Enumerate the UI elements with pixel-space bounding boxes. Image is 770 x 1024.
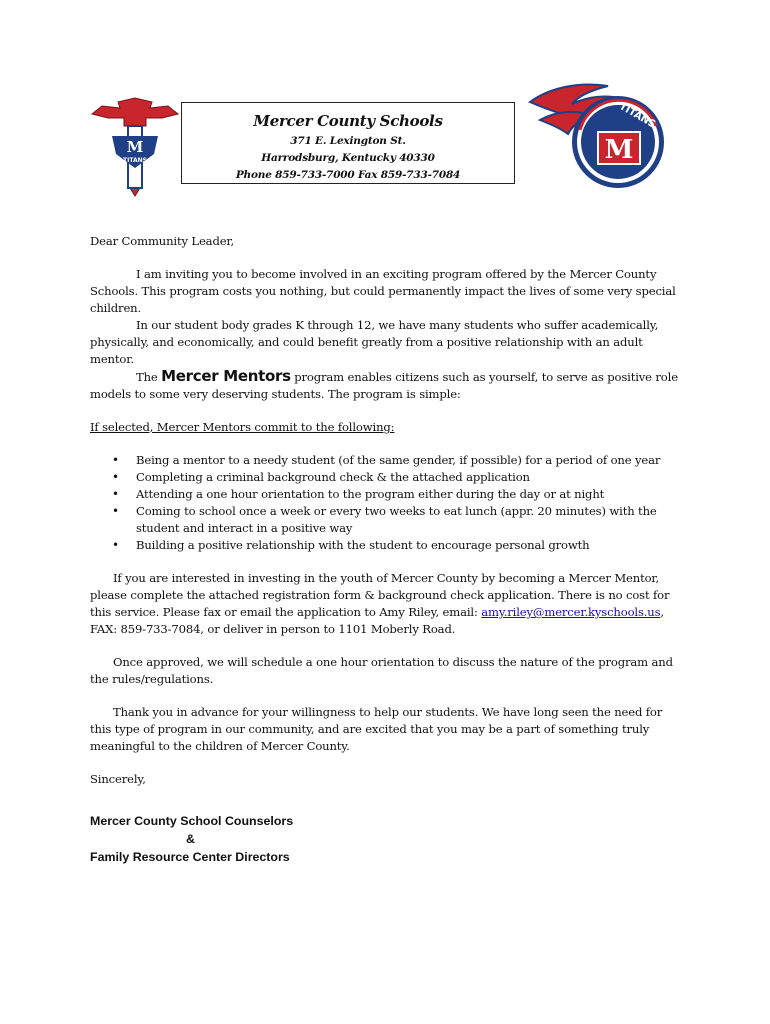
list-item: • Coming to school once a week or every two weeks to eat lunch (appr. 20 minutes) with the student and interact in a positive way xyxy=(136,503,685,537)
salutation: Dear Community Leader, xyxy=(90,234,235,248)
commitment-list xyxy=(90,452,685,554)
school-phone-fax: Phone 859-733-7000 Fax 859-733-7084 xyxy=(235,169,461,181)
program-name: Mercer Mentors xyxy=(161,367,291,385)
paragraph-apply: If you are interested in investing in the youth of Mercer County by becoming a Mercer Mentor, please complete the attached registration form & background check application. There is no cost for this service. Please fax or email the application to Amy Riley, email: amy.riley@mercer.kyschools.us, FAX: 859-733-7084, or deliver in person to 1101 Moberly Road. xyxy=(90,571,670,636)
left-logo-text: TITANS xyxy=(123,157,147,164)
signature-ampersand: & xyxy=(186,832,195,846)
signature-directors: Family Resource Center Directors xyxy=(90,850,290,864)
paragraph-intro: I am inviting you to become involved in an exciting program offered by the Mercer County Schools. This program costs you nothing, but could permanently impact the lives of some very special children. xyxy=(90,267,676,315)
school-city: Harrodsburg, Kentucky 40330 xyxy=(261,152,435,164)
paragraph-students: In our student body grades K through 12, we have many students who suffer academically, physically, and economically, and could benefit greatly from a positive relationship with an adult mentor. xyxy=(90,318,659,366)
signature-counselors: Mercer County School Counselors xyxy=(90,814,294,828)
commit-heading: If selected, Mercer Mentors commit to the following: xyxy=(90,420,395,434)
list-item: • Completing a criminal background check & the attached application xyxy=(136,469,685,486)
paragraph-orientation: Once approved, we will schedule a one hour orientation to discuss the nature of the program and the rules/regulations. xyxy=(90,655,673,686)
list-item: • Being a mentor to a needy student (of the same gender, if possible) for a period of one year xyxy=(136,452,685,469)
school-address: 371 E. Lexington St. xyxy=(290,135,406,147)
left-logo-letter: M xyxy=(126,138,144,156)
school-header xyxy=(181,102,515,184)
list-item: • Attending a one hour orientation to the program either during the day or at night xyxy=(136,486,685,503)
paragraph-program: The Mercer Mentors program enables citizens such as yourself, to serve as positive role models to some very deserving students. The program is simple: xyxy=(90,367,678,401)
closing: Sincerely, xyxy=(90,772,146,786)
right-logo-letter: M xyxy=(604,135,634,165)
email-link[interactable]: amy.riley@mercer.kyschools.us xyxy=(481,605,661,619)
letter-body xyxy=(90,233,685,788)
school-name: Mercer County Schools xyxy=(253,112,443,130)
paragraph-thanks: Thank you in advance for your willingness to help our students. We have long seen the need for this type of program in our community, and are excited that you may be a part of something truly meaningful to the children of Mercer County. xyxy=(90,705,663,753)
signature-block xyxy=(90,812,490,866)
titans-sword-logo xyxy=(90,96,180,198)
right-logo-text: TITANS xyxy=(617,101,658,131)
list-item: • Building a positive relationship with the student to encourage personal growth xyxy=(136,537,685,554)
titans-flame-logo xyxy=(522,80,674,198)
